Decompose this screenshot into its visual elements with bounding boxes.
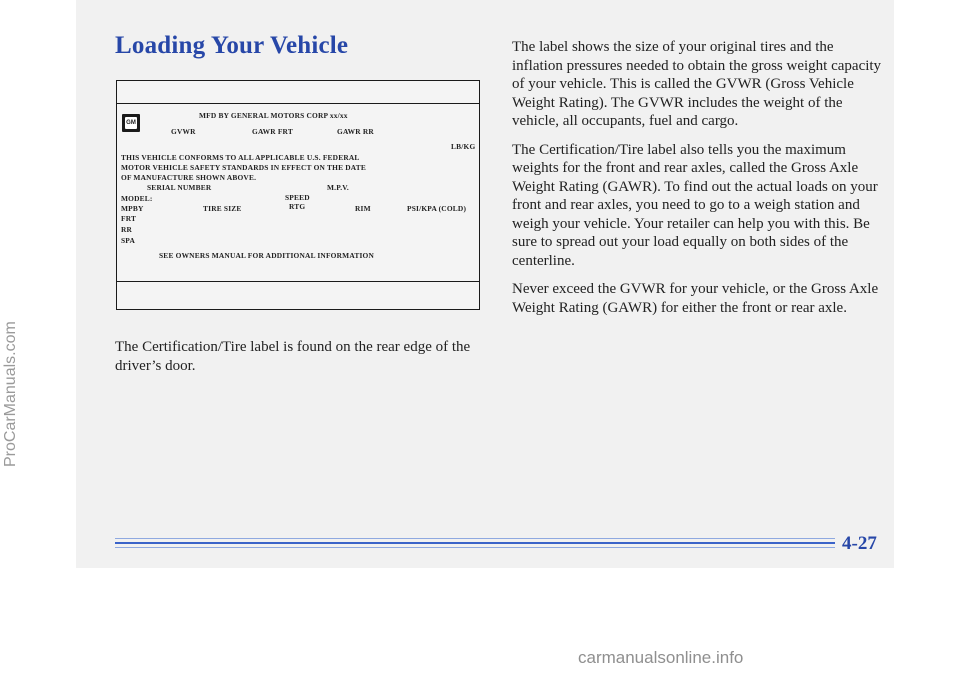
page-number: 4-27 <box>842 533 877 554</box>
label-mpby: MPBY <box>121 204 144 213</box>
label-conform-line2: MOTOR VEHICLE SAFETY STANDARDS IN EFFECT ON THE DATE <box>121 163 367 172</box>
label-spa: SPA <box>121 236 136 245</box>
label-tire-size: TIRE SIZE <box>203 204 242 213</box>
footer-rule-thin <box>115 547 835 548</box>
label-serial-number: SERIAL NUMBER <box>147 183 212 192</box>
label-mfd-by: MFD BY GENERAL MOTORS CORP xx/xx <box>199 111 348 120</box>
gm-logo-icon <box>122 114 140 132</box>
gm-logo-text: GM <box>125 117 137 129</box>
body-text-column <box>512 38 884 327</box>
label-rr: RR <box>121 225 133 234</box>
label-caption: The Certification/Tire label is found on the rear edge of the driver’s door. <box>115 339 471 374</box>
label-speed: SPEED <box>285 193 310 202</box>
bottom-watermark: carmanualsonline.info <box>578 648 744 667</box>
label-conform-line3: OF MANUFACTURE SHOWN ABOVE. <box>121 173 257 182</box>
certification-tire-label <box>116 80 480 310</box>
label-rtg: RTG <box>289 202 306 211</box>
footer-rule-main <box>115 542 835 544</box>
body-paragraph-2: The Certification/Tire label also tells you the maximum weights for the front and rear axles, called the Gross Axle Weight Rating (GAWR). To find out the actual loads on your front and rear axles, you need to go to a weigh station and weigh your vehicle. Your retailer can help you with this. Be sure to spread out your load equally on both sides of the centerline. <box>512 141 878 269</box>
label-top-rule <box>117 103 479 104</box>
label-gawr-rr: GAWR RR <box>337 127 374 136</box>
side-watermark: ProCarManuals.com <box>2 321 19 467</box>
label-gvwr: GVWR <box>171 127 196 136</box>
label-model: MODEL: <box>121 194 153 203</box>
label-see-owners-manual: SEE OWNERS MANUAL FOR ADDITIONAL INFORMATION <box>159 251 375 260</box>
label-lb-kg: LB/KG <box>451 142 476 151</box>
footer-rule-light <box>115 538 835 539</box>
label-mpv: M.P.V. <box>327 183 349 192</box>
label-rim: RIM <box>355 204 371 213</box>
page-title: Loading Your Vehicle <box>115 32 349 59</box>
body-paragraph-3: Never exceed the GVWR for your vehicle, or the Gross Axle Weight Rating (GAWR) for either the front or rear axle. <box>512 281 879 316</box>
label-bottom-rule <box>117 281 479 282</box>
label-psi-kpa: PSI/KPA (COLD) <box>407 204 467 213</box>
label-gawr-frt: GAWR FRT <box>252 127 293 136</box>
body-paragraph-1: The label shows the size of your original tires and the inflation pressures needed to obtain the gross weight capacity of your vehicle. This is called the GVWR (Gross Vehicle Weight Rating). The GVWR includes the weight of the vehicle, all occupants, fuel and cargo. <box>512 39 882 129</box>
label-conform-line1: THIS VEHICLE CONFORMS TO ALL APPLICABLE U.S. FEDERAL <box>121 153 360 162</box>
label-frt: FRT <box>121 214 137 223</box>
